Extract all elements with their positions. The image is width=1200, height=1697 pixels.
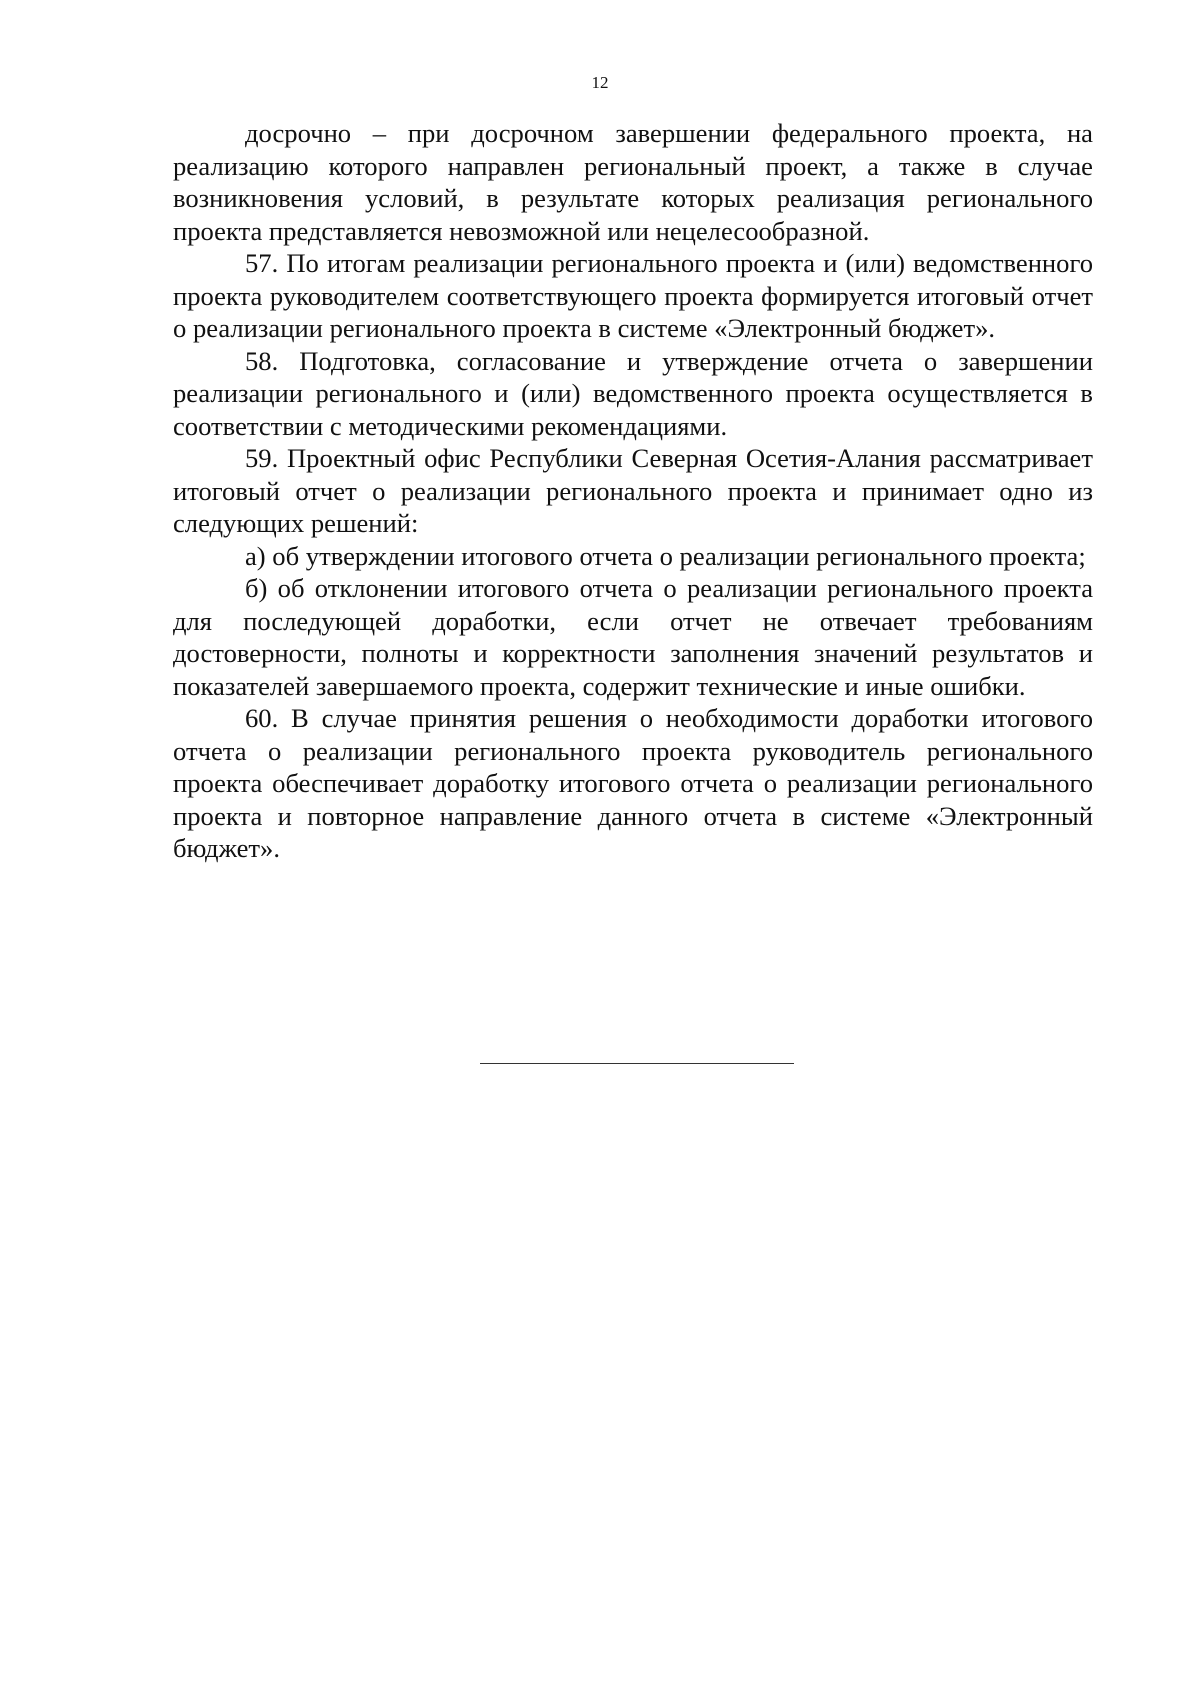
paragraph-59: 59. Проектный офис Республики Северная Осетия-Алания рассматривает итоговый отчет о реализации регионального проекта и принимает одно из следующих решений:	[173, 443, 1093, 538]
paragraph-58: 58. Подготовка, согласование и утверждение отчета о завершении реализации регионального и (или) ведомственного проекта осуществляется в соответствии с методическими рекомендациями.	[173, 345, 1093, 441]
end-separator-line	[480, 1063, 794, 1064]
paragraph-60: 60. В случае принятия решения о необходимости доработки итогового отчета о реализации регионального проекта руководитель регионального проекта обеспечивает доработку итогового отчета о реализации регионального проекта и повторное направление данного отчета в системе «Электронный бюджет».	[173, 703, 1093, 863]
paragraph-59-b: б) об отклонении итогового отчета о реализации регионального проекта для последующей доработки, если отчет не отвечает требованиям достоверности, полноты и корректности заполнения значений результатов и показателей завершаемого проекта, содержит технические и иные ошибки.	[173, 573, 1093, 701]
page-number: 12	[591, 73, 609, 92]
paragraph-59-a: а) об утверждении итогового отчета о реализации регионального проекта;	[245, 540, 1086, 571]
paragraph-early-completion: досрочно – при досрочном завершении федерального проекта, на реализацию которого направлен региональный проект, а также в случае возникновения условий, в результате которых реализация регионального проекта представляется невозможной или нецелесообразной.	[173, 118, 1093, 246]
paragraph-57: 57. По итогам реализации регионального проекта и (или) ведомственного проекта руководителем соответствующего проекта формируется итоговый отчет о реализации регионального проекта в системе «Электронный бюджет».	[173, 248, 1093, 343]
document-body	[173, 117, 1093, 865]
